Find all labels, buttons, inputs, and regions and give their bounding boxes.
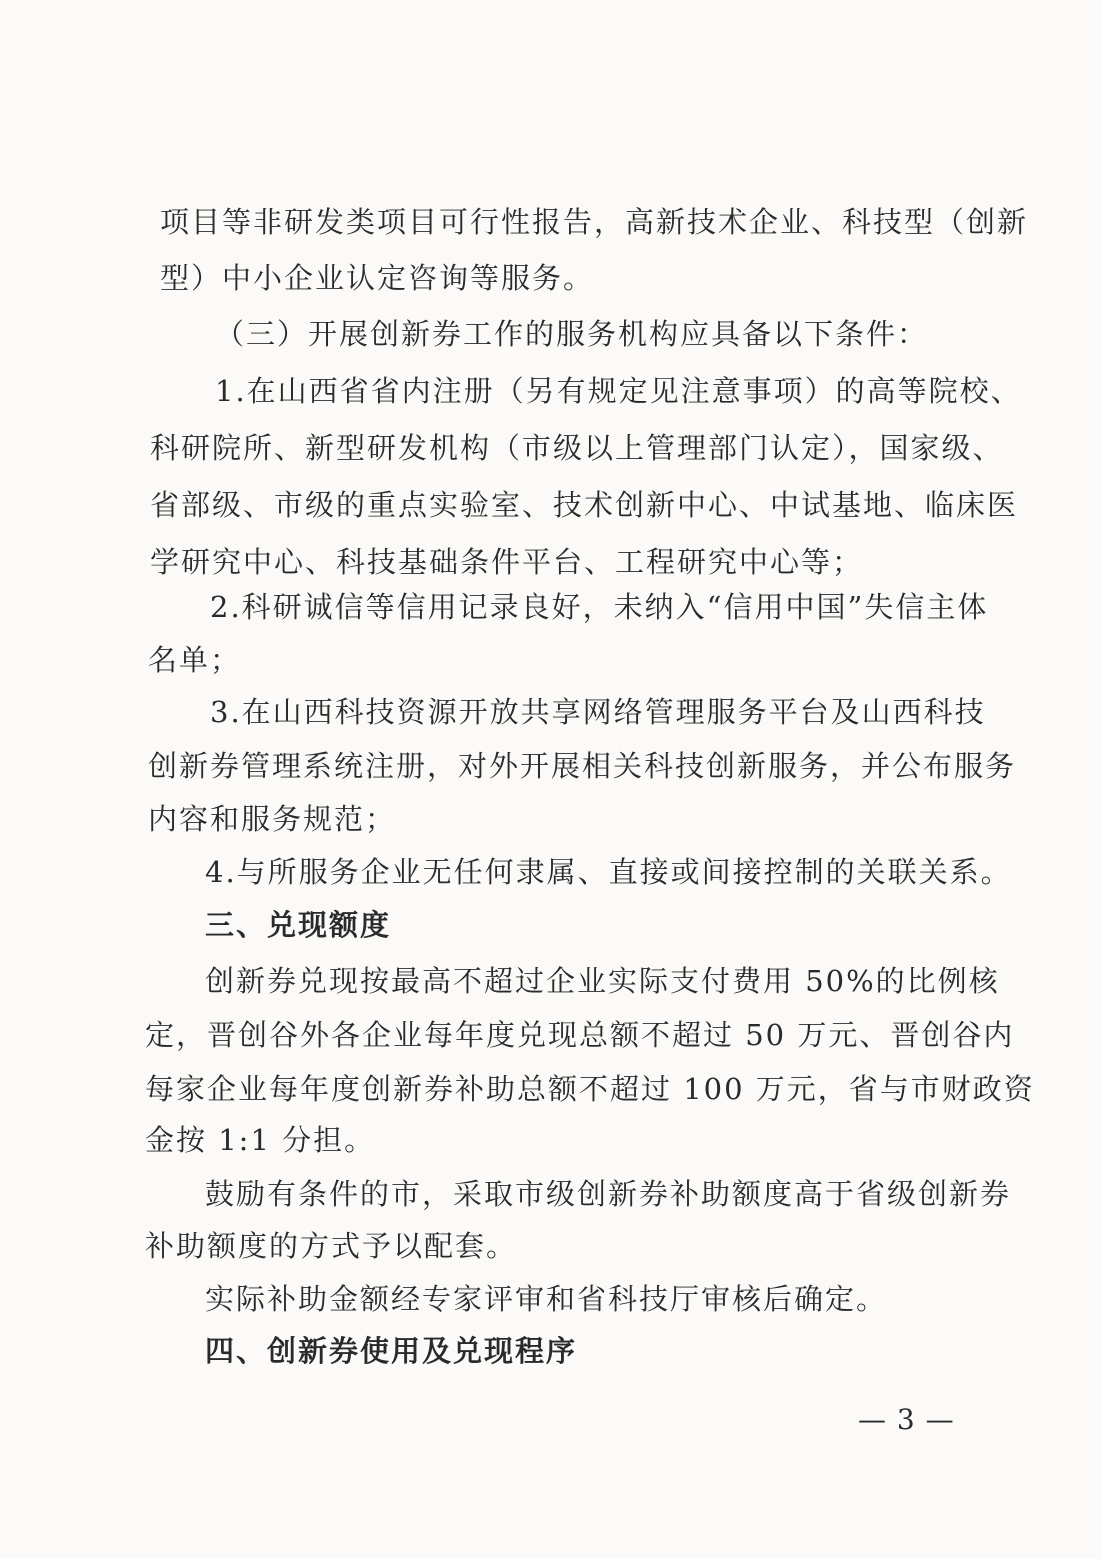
paragraph-line: 金按 1:1 分担。 xyxy=(145,1123,376,1157)
paragraph-line: （三）开展创新券工作的服务机构应具备以下条件： xyxy=(215,317,929,351)
paragraph-line: 实际补助金额经专家评审和省科技厅审核后确定。 xyxy=(205,1282,888,1316)
page-number: — 3 — xyxy=(858,1403,955,1436)
paragraph-line: 名单； xyxy=(148,643,242,677)
paragraph-line: 创新券兑现按最高不超过企业实际支付费用 50%的比例核 xyxy=(205,964,1000,998)
paragraph-line: 科研院所、新型研发机构（市级以上管理部门认定），国家级、 xyxy=(150,431,1004,465)
paragraph-line: 学研究中心、科技基础条件平台、工程研究中心等； xyxy=(150,545,864,579)
paragraph-line: 补助额度的方式予以配套。 xyxy=(145,1229,518,1263)
paragraph-line: 省部级、市级的重点实验室、技术创新中心、中试基地、临床医 xyxy=(150,488,1019,522)
section-heading: 三、兑现额度 xyxy=(205,908,392,942)
paragraph-line: 1.在山西省省内注册（另有规定见注意事项）的高等院校、 xyxy=(215,374,1022,408)
paragraph-line: 型）中小企业认定咨询等服务。 xyxy=(160,261,595,295)
paragraph-line: 每家企业每年度创新券补助总额不超过 100 万元，省与市财政资 xyxy=(145,1072,1035,1106)
section-heading: 四、创新券使用及兑现程序 xyxy=(205,1334,578,1368)
paragraph-line: 3.在山西科技资源开放共享网络管理服务平台及山西科技 xyxy=(210,695,986,729)
paragraph-line: 定，晋创谷外各企业每年度兑现总额不超过 50 万元、晋创谷内 xyxy=(145,1018,1015,1052)
paragraph-line: 4.与所服务企业无任何隶属、直接或间接控制的关联关系。 xyxy=(205,855,1012,889)
paragraph-line: 鼓励有条件的市，采取市级创新券补助额度高于省级创新券 xyxy=(205,1177,1012,1211)
paragraph-line: 创新券管理系统注册，对外开展相关科技创新服务，并公布服务 xyxy=(148,749,1017,783)
paragraph-line: 2.科研诚信等信用记录良好，未纳入“信用中国”失信主体 xyxy=(210,590,989,624)
paragraph-line: 内容和服务规范； xyxy=(148,802,397,836)
paragraph-line: 项目等非研发类项目可行性报告，高新技术企业、科技型（创新 xyxy=(160,205,1029,239)
